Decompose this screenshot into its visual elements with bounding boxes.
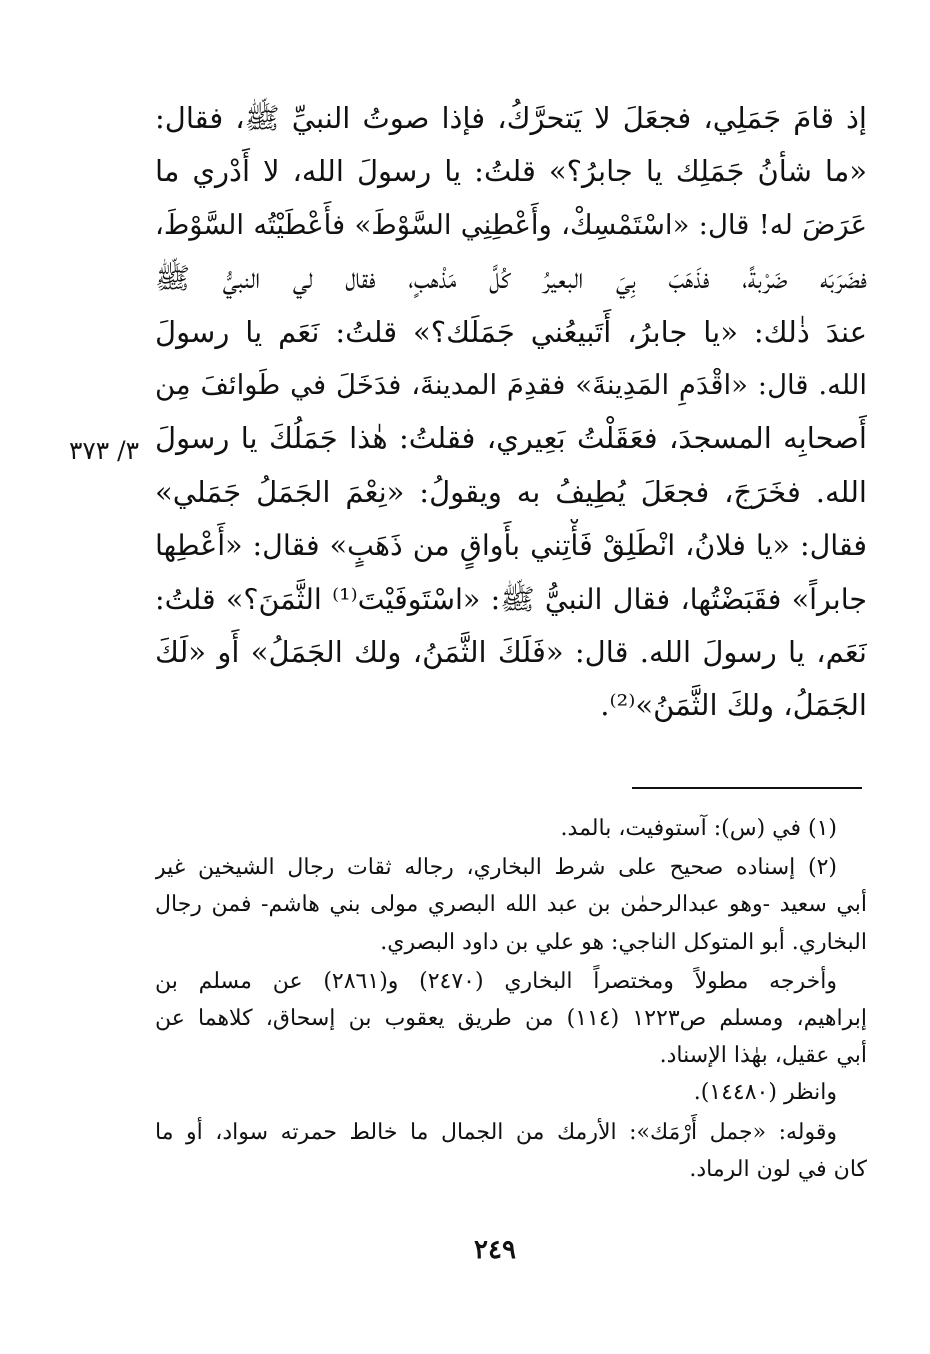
footnote-line: البخاري. أبو المتوكل الناجي: هو علي بن داود البصري. — [380, 929, 867, 955]
footnote-line: أبي عقيل، بهٰذا الإسناد. — [659, 1043, 867, 1069]
text-line: الله. فخَرَجَ، فجعَلَ يُطِيفُ به ويقولُ: «نِعْمَ الجَمَلُ جَمَلي» — [155, 474, 867, 509]
footnote-line: أبي سعيد -وهو عبدالرحمٰن بن عبد الله البصري مولى بني هاشم- فمن رجال — [155, 892, 867, 918]
footnote-line: (٢) إسناده صحيح على شرط البخاري، رجاله ثقات رجال الشيخين غير — [155, 855, 837, 881]
text-line: عَرَضَ له! قال: «اسْتَمْسِكْ، وأَعْطِنِي السَّوْطَ» فأَعْطَيْتُه السَّوْطَ، — [155, 208, 867, 241]
text-line: فقال: «يا فلانُ، انْطَلِقْ فَأْتِني بأَواقٍ من ذَهَبٍ» فقال: «أَعْطِها — [155, 529, 867, 563]
footnote-line: إبراهيم، ومسلم ص١٢٢٣ (١١٤) من طريق يعقوب بن إسحاق، كلاهما عن — [155, 1005, 867, 1031]
text-line: فضَرَبَه ضَرْبةً، فذَهَبَ بِيَ البعيرُ كُلَّ مَذْهبٍ، فقال لي النبيُّ ﷺ — [155, 261, 867, 296]
footnote-line: وانظر (١٤٤٨٠). — [693, 1080, 837, 1106]
text-line: نَعَم، يا رسولَ الله. قال: «فَلَكَ الثَّمَنُ، ولك الجَمَلُ» أَو «لَكَ — [155, 634, 867, 669]
main-text — [155, 92, 867, 733]
footnote-divider — [632, 787, 862, 789]
footnote-line: كان في لون الرماد. — [689, 1156, 867, 1182]
footnote-line: وأخرجه مطولاً ومختصراً البخاري (٢٤٧٠) و(٢٨٦١) عن مسلم بن — [155, 968, 837, 994]
text-line: الجَمَلُ، ولكَ الثَّمَنُ»⁽²⁾. — [600, 688, 867, 723]
page-number: ٢٤٩ — [474, 1235, 516, 1265]
text-line: عندَ ذٰلك: «يا جابرُ، أَتَبيعُني جَمَلَك؟» قلتُ: نَعَم يا رسولَ — [155, 314, 867, 349]
footnote-line: وقوله: «جمل أَرْمَك»: الأرمك من الجمال ما خالط حمرته سواد، أو ما — [155, 1119, 837, 1145]
margin-reference: ٣/ ٣٧٣ — [68, 436, 140, 465]
text-line: جابراً» فقَبَضْتُها، فقال النبيُّ ﷺ: «اسْتَوفَيْتَ⁽¹⁾ الثَّمَنَ؟» قلتُ: — [155, 582, 867, 616]
footnotes — [155, 810, 867, 1188]
text-line: إذ قامَ جَمَلِي، فجعَلَ لا يَتحرَّكُ، فإذا صوتُ النبيِّ ﷺ، فقال: — [155, 101, 867, 135]
text-line: الله. قال: «اقْدَمِ المَدِينةَ» فقدِمَ المدينةَ، فدَخَلَ في طَوائفَ مِن — [155, 368, 867, 401]
text-line: أَصحابِه المسجدَ، فعَقَلْتُ بَعِيري، فقلتُ: هٰذا جَمَلُكَ يا رسولَ — [155, 421, 867, 456]
text-line: «ما شأنُ جَمَلِك يا جابرُ؟» قلتُ: يا رسولَ الله، لا أَدْري ما — [155, 154, 867, 189]
footnote-line: (١) في (س): آستوفيت، بالمد. — [560, 816, 837, 841]
